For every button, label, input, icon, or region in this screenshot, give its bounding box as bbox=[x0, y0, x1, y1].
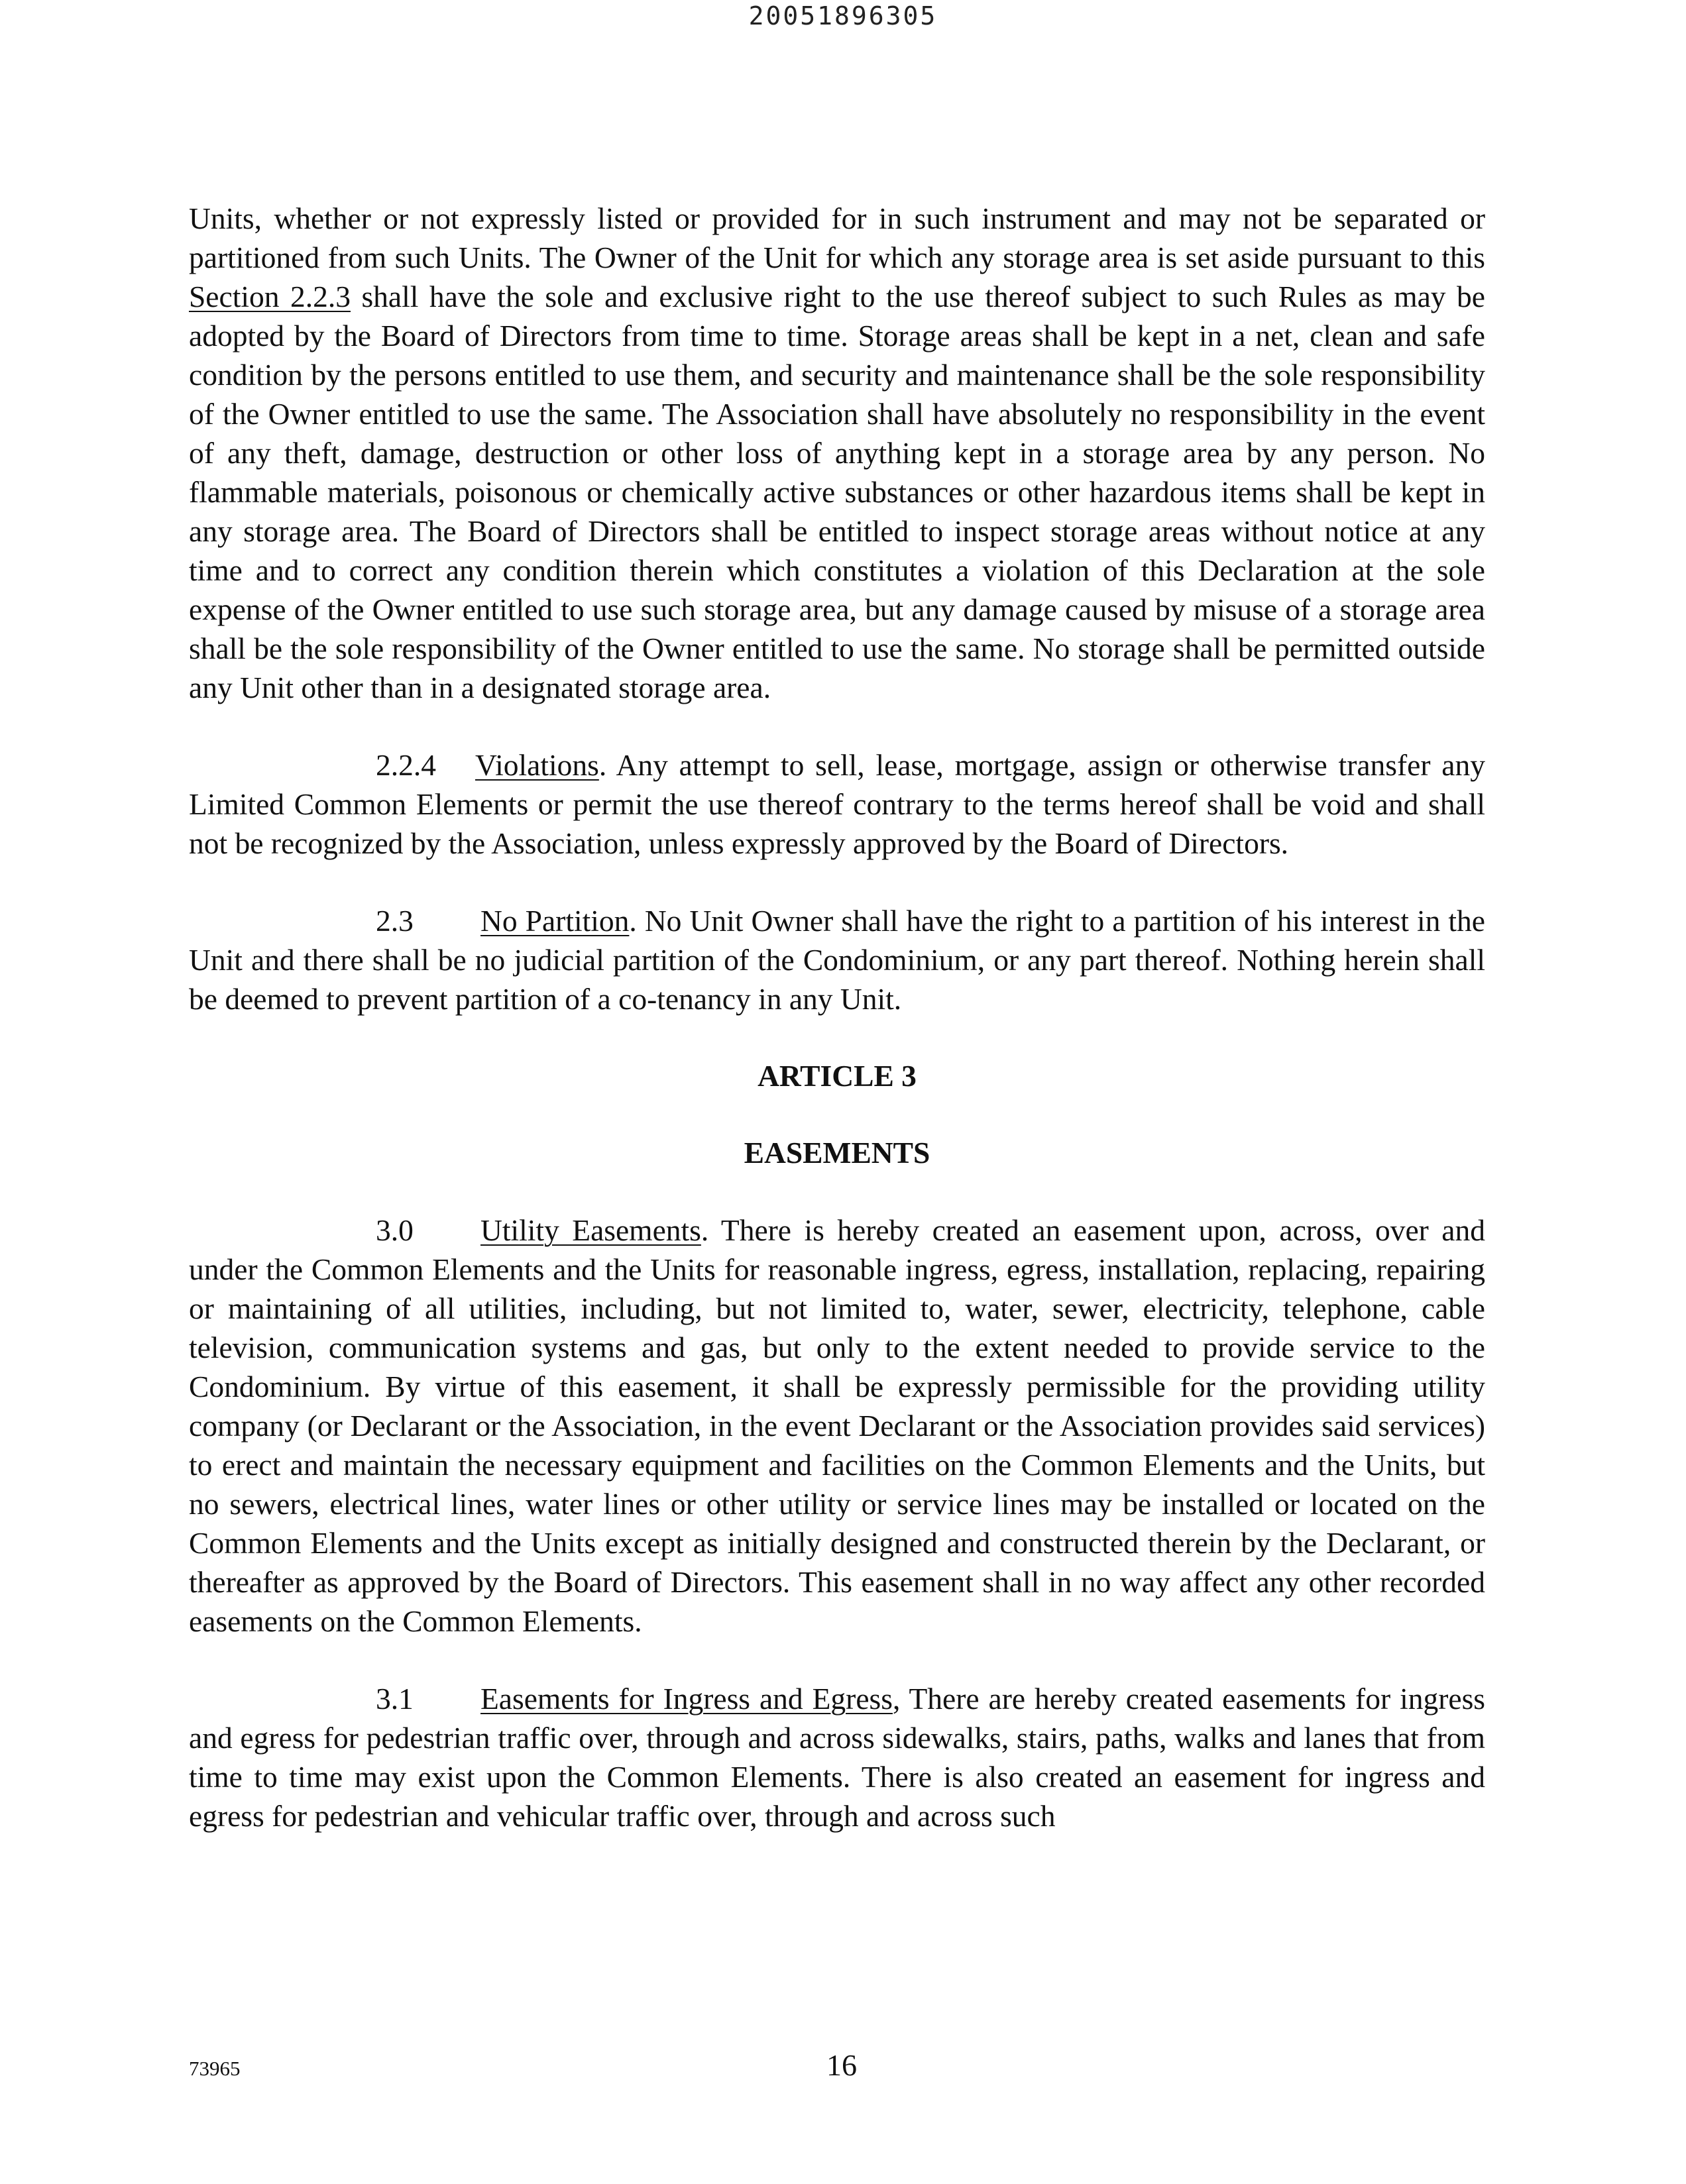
section-text: . Any attempt to sell, lease, mortgage, assign or otherwise transfer any Limited Common Elements or permit the use thereof contrary to the terms hereof shall be void and shall not be recognized by the Association, unless expressly approved by the Board of Directors. bbox=[189, 748, 1485, 860]
section-2-3 bbox=[189, 901, 1485, 1018]
section-text: . No Unit Owner shall have the right to a partition of his interest in the Unit and there shall be no judicial partition of the Condominium, or any part thereof. Nothing herein shall be deemed to prevent partition of a co-tenancy in any Unit. bbox=[189, 904, 1485, 1016]
page-number: 16 bbox=[826, 2048, 857, 2082]
article-subtitle: EASEMENTS bbox=[744, 1136, 930, 1170]
section-2-2-4 bbox=[189, 745, 1485, 863]
section-text: . There is hereby created an easement upon, across, over and under the Common Elements and the Units for reasonable ingress, egress, installation, replacing, repairing or maintaining of all utilities, including, but not limited to, water, sewer, electricity, telephone, cable television, communication systems and gas, but only to the extent needed to provide service to the Condominium. By virtue of this easement, it shall be expressly permissible for the providing utility company (or Declarant or the Association, in the event Declarant or the Association provides said services) to erect and maintain the necessary equipment and facilities on the Common Elements and the Units, but no sewers, electrical lines, water lines or other utility or service lines may be installed or located on the Common Elements and the Units except as initially designed and constructed therein by the Declarant, or thereafter as approved by the Board of Directors. This easement shall in no way affect any other recorded easements on the Common Elements. bbox=[189, 1213, 1485, 1638]
section-heading: Easements for Ingress and Egress bbox=[480, 1682, 893, 1716]
paragraph-text: shall have the sole and exclusive right to the use thereof subject to such Rules as may be adopted by the Board of Directors from time to time. Storage areas shall be kept in a net, clean and safe condition by the persons entitled to use them, and security and maintenance shall be the sole responsibility of the Owner entitled to use the same. The Association shall have absolutely no responsibility in the event of any theft, damage, destruction or other loss of anything kept in a storage area by any person. No flammable materials, poisonous or chemically active substances or other hazardous items shall be kept in any storage area. The Board of Directors shall be entitled to inspect storage areas without notice at any time and to correct any condition therein which constitutes a violation of this Declaration at the sole expense of the Owner entitled to use such storage area, but any damage caused by misuse of a storage area shall be the sole responsibility of the Owner entitled to use the same. No storage shall be permitted outside any Unit other than in a designated storage area. bbox=[189, 280, 1486, 704]
section-number: 2.3 bbox=[376, 904, 414, 938]
section-number: 3.1 bbox=[376, 1682, 414, 1716]
section-heading: No Partition bbox=[480, 904, 630, 938]
section-3-1 bbox=[189, 1679, 1485, 1835]
section-number: 2.2.4 bbox=[376, 748, 436, 782]
paragraph-storage-areas bbox=[189, 199, 1485, 707]
article-title: ARTICLE 3 bbox=[758, 1059, 917, 1093]
section-text: , There are hereby created easements for ingress and egress for pedestrian traffic over, through and across sidewalks, stairs, paths, walks and lanes that from time to time may exist upon the Common Elements. There is also created an easement for ingress and egress for pedestrian and vehicular traffic over, through and across such bbox=[189, 1682, 1485, 1833]
paragraph-text: Units, whether or not expressly listed or provided for in such instrument and may not be separated or partitioned from such Units. The Owner of the Unit for which any storage area is set aside pursuant to this bbox=[189, 201, 1485, 274]
section-heading: Violations bbox=[475, 748, 599, 782]
document-body bbox=[189, 199, 1485, 1835]
section-heading: Utility Easements bbox=[480, 1213, 701, 1247]
section-reference-link: Section 2.2.3 bbox=[189, 280, 351, 313]
document-number: 20051896305 bbox=[748, 1, 938, 30]
section-3-0 bbox=[189, 1211, 1485, 1641]
footer-document-id: 73965 bbox=[189, 2057, 241, 2080]
section-number: 3.0 bbox=[376, 1213, 414, 1247]
